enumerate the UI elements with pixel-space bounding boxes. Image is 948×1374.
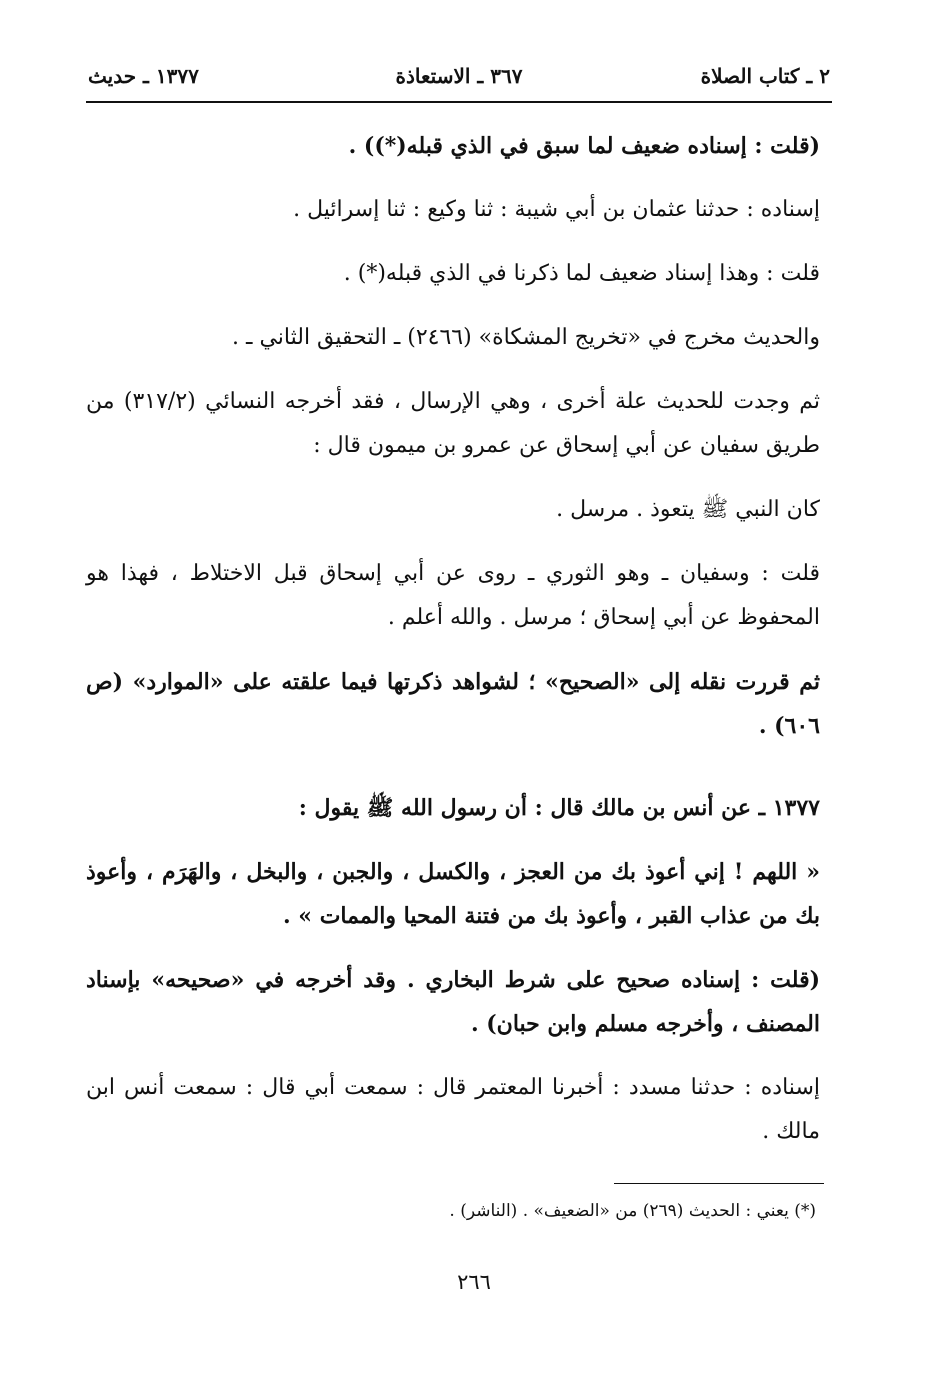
paragraph-1: (قلت : إسناده ضعيف لما سبق في الذي قبله(*)) . [348, 133, 820, 159]
grading-note: (قلت : إسناده صحيح على شرط البخاري . وقد أخرجه في «صحيحه» بإسناد المصنف ، وأخرجه مسلم وابن حبان) . [86, 967, 820, 1037]
paragraph-6: كان النبي ﷺ يتعوذ . مرسل . [556, 497, 820, 522]
paragraph-7: قلت : وسفيان ـ وهو الثوري ـ روى عن أبي إسحاق قبل الاختلاط ، فهذا هو المحفوظ عن أبي إسحاق ؛ مرسل . والله أعلم . [86, 561, 820, 630]
header-rule [86, 101, 832, 103]
paragraph-8: ثم قررت نقله إلى «الصحيح» ؛ لشواهد ذكرتها فيما علقته على «الموارد» (ص ٦٠٦) . [86, 669, 820, 739]
paragraph-3: قلت : وهذا إسناد ضعيف لما ذكرنا في الذي قبله(*) . [343, 261, 820, 286]
paragraph-4: والحديث مخرج في «تخريج المشكاة» (٢٤٦٦) ـ التحقيق الثاني ـ . [232, 325, 820, 350]
footnote-rule [614, 1183, 824, 1184]
header-section: ٣٦٧ ـ الاستعاذة [395, 64, 523, 88]
footnote: (*) يعني : الحديث (٢٦٩) من «الضعيف» . (الناشر) . [449, 1201, 816, 1221]
isnad-paragraph: إسناده : حدثنا مسدد : أخبرنا المعتمر قال : سمعت أبي قال : سمعت أنس ابن مالك . [86, 1075, 820, 1144]
header-hadith-number: ١٣٧٧ ـ حديث [88, 64, 199, 88]
paragraph-2: إسناده : حدثنا عثمان بن أبي شيبة : ثنا وكيع : ثنا إسرائيل . [293, 197, 820, 222]
page-number: ٢٦٦ [457, 1270, 491, 1294]
header-chapter: ٢ ـ كتاب الصلاة [700, 64, 830, 88]
paragraph-5: ثم وجدت للحديث علة أخرى ، وهي الإرسال ، فقد أخرجه النسائي (٣١٧/٢) من طريق سفيان عن أبي إسحاق عن عمرو بن ميمون قال : [86, 389, 820, 458]
main-text [86, 124, 820, 1174]
hadith-heading: ١٣٧٧ ـ عن أنس بن مالك قال : أن رسول الله ﷺ يقول : [298, 795, 820, 821]
hadith-text: « اللهم ! إني أعوذ بك من العجز ، والكسل ، والجبن ، والبخل ، والهَرَم ، وأعوذ بك من عذاب القبر ، وأعوذ بك من فتنة المحيا والممات » . [86, 859, 820, 929]
running-header [88, 64, 830, 100]
